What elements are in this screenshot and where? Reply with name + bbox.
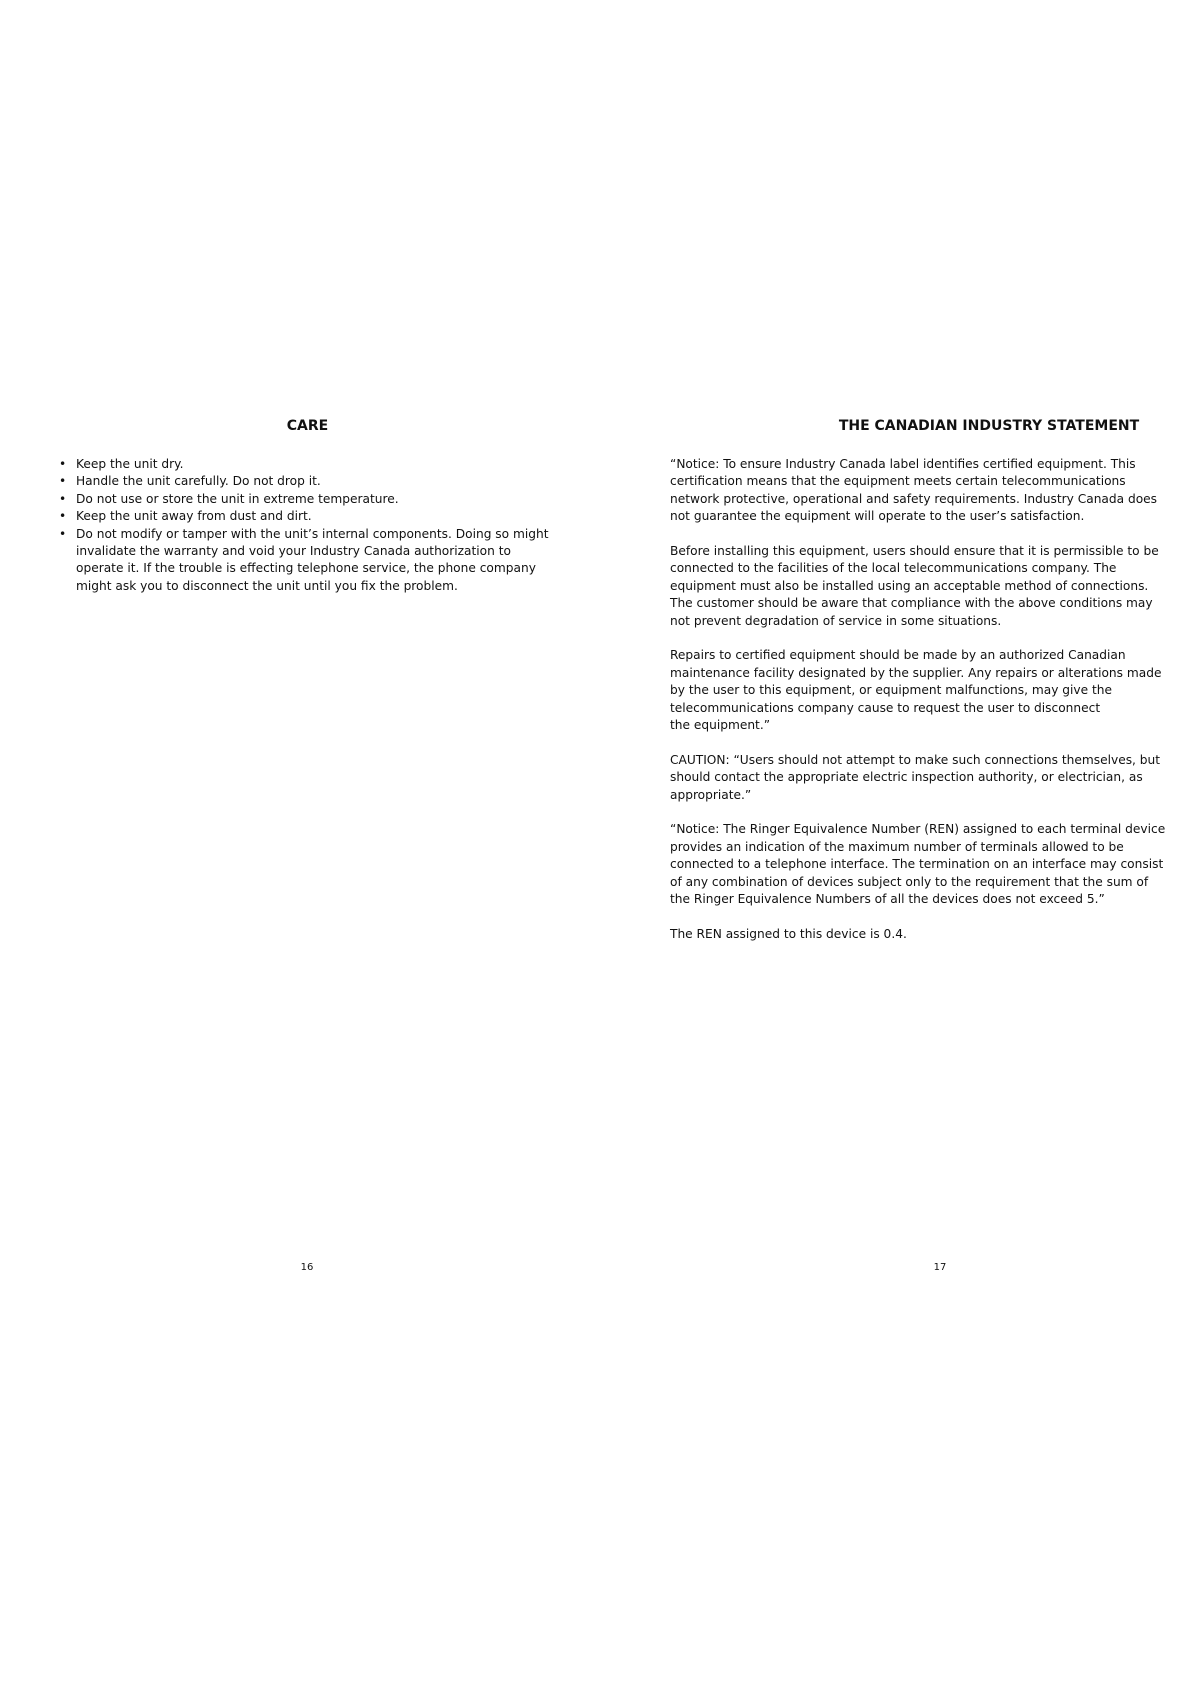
care-list (56, 456, 556, 595)
list-item-text: Keep the unit away from dust and dirt. (76, 509, 312, 524)
list-item (56, 456, 556, 473)
bullet-icon: • (59, 457, 67, 471)
bullet-icon: • (59, 509, 67, 524)
list-item-text: Keep the unit dry. (76, 457, 184, 471)
list-item (56, 508, 556, 525)
repairs-paragraph: Repairs to certified equipment should be made by an authorized Canadian maintenance facility designated by the supplier. Any repairs or alterations made by the user to this equipment, or equipment malfunctions, may give the telecommunications company cause to request the user to disconnect the equipment.” (670, 648, 1162, 733)
list-item (56, 526, 556, 596)
ren-value-paragraph: The REN assigned to this device is 0.4. (670, 926, 907, 941)
page-number: 16 (300, 1262, 314, 1273)
list-item (56, 491, 556, 508)
list-item (56, 473, 556, 490)
bullet-icon: • (59, 491, 67, 506)
list-item-text: Handle the unit carefully. Do not drop it. (76, 474, 321, 489)
list-item-text: Do not modify or tamper with the unit’s internal components. Doing so might invalidate the warranty and void your Industry Canada authorization to operate it. If the trouble is effecting telephone service, the phone company might ask you to disconnect the unit until you fix the problem. (76, 526, 549, 593)
notice-paragraph: “Notice: To ensure Industry Canada label identifies certified equipment. This certification means that the equipment meets certain telecommunications network protective, operational and safety requirements. Industry Canada does not guarantee the equipment will operate to the user’s satisfaction. (670, 457, 1158, 524)
installation-paragraph: Before installing this equipment, users should ensure that it is permissible to be connected to the facilities of the local telecommunications company. The equipment must also be installed using an acceptable method of connections. The customer should be aware that compliance with the above conditions may not prevent degradation of service in some situations. (670, 544, 1159, 628)
page-number: 17 (933, 1262, 947, 1273)
caution-paragraph: CAUTION: “Users should not attempt to make such connections themselves, but should contact the appropriate electric inspection authority, or electrician, as appropriate.” (670, 752, 1161, 802)
statement-heading: THE CANADIAN INDUSTRY STATEMENT (838, 418, 1140, 434)
statement-body (670, 456, 1170, 961)
bullet-icon: • (59, 526, 67, 541)
ren-notice-paragraph: “Notice: The Ringer Equivalence Number (REN) assigned to each terminal device provides an indication of the maximum number of terminals allowed to be connected to a telephone interface. The termination on an interface may consist of any combination of devices subject only to the requirement that the sum of the Ringer Equivalence Numbers of all the devices does not exceed 5.” (670, 822, 1166, 907)
bullet-icon: • (59, 474, 67, 489)
list-item-text: Do not use or store the unit in extreme temperature. (76, 491, 399, 506)
care-heading: CARE (286, 418, 329, 434)
